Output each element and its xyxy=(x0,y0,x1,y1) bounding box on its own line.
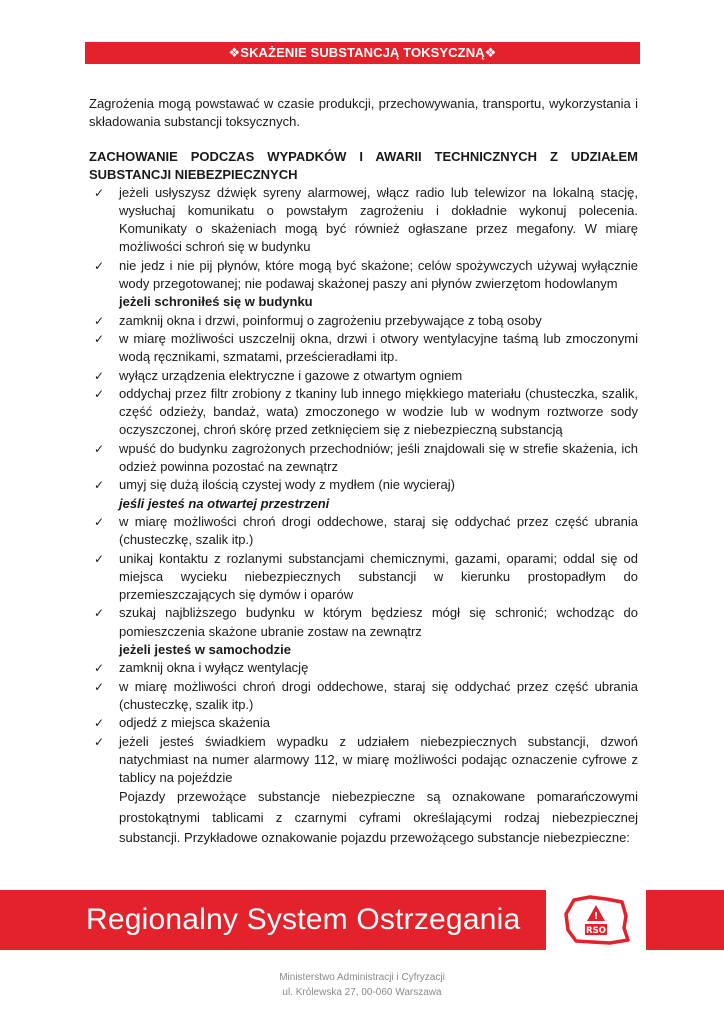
warning-mark: ! xyxy=(593,911,599,922)
list-item: ✓ jeżeli usłyszysz dźwięk syreny alarmowej, włącz radio lub telewizor na lokalną stację, wysłuchaj komunikatu o powstałym zagrożeniu i dokładnie wykonuj polecenia. Komunikaty o skażeniach mogą być również ogłaszane przez megafony. W miarę możliwości schroń się w budynku xyxy=(94,184,638,255)
check-icon: ✓ xyxy=(94,368,105,383)
subheading-in-car: jeżeli jesteś w samochodzie xyxy=(119,642,291,658)
check-icon: ✓ xyxy=(94,514,105,529)
list-item: ✓ odjedź z miejsca skażenia xyxy=(89,714,638,732)
section-heading: ZACHOWANIE PODCZAS WYPADKÓW I AWARII TECHNICZNYCH Z UDZIAŁEM SUBSTANCJI NIEBEZPIECZNYCH xyxy=(89,148,638,182)
address-line-ministry: Ministerstwo Administracji i Cyfryzacji xyxy=(279,972,445,983)
logo-label: RSO xyxy=(586,926,606,936)
rso-logo xyxy=(546,890,646,950)
publisher-address xyxy=(0,970,724,1000)
poland-map-icon xyxy=(560,894,632,946)
check-icon: ✓ xyxy=(94,551,105,566)
checklist-in-car xyxy=(89,659,638,787)
check-icon: ✓ xyxy=(94,478,105,493)
document-body xyxy=(89,95,638,849)
check-icon: ✓ xyxy=(94,716,105,731)
list-item: ✓ unikaj kontaktu z rozlanymi substancjami chemicznymi, gazami, oparami; oddal się od miejsca wycieku niebezpiecznych substancji w kierunku prostopadłym do przemieszczających się dymów i oparów xyxy=(94,550,638,603)
list-item: ✓ w miarę możliwości chroń drogi oddechowe, staraj się oddychać przez część ubrania (chusteczkę, szalik itp.) xyxy=(94,513,638,548)
check-icon: ✓ xyxy=(94,331,105,346)
list-item: ✓ w miarę możliwości chroń drogi oddechowe, staraj się oddychać przez część ubrania (chusteczkę, szalik itp.) xyxy=(94,678,638,712)
vehicle-marking-note: Pojazdy przewożące substancje niebezpieczne są oznakowane pomarańczowymi prostokątnymi tablicami z czarnymi cyframi określającymi rodzaj niebezpiecznej substancji. Przykładowe oznakowanie pojazdu przewożącego substancje niebezpieczne: xyxy=(119,789,638,846)
intro-paragraph: Zagrożenia mogą powstawać w czasie produkcji, przechowywania, transportu, wykorzystania i składowania substancji toksycznych. xyxy=(89,96,638,130)
address-line-street: ul. Królewska 27, 00-060 Warszawa xyxy=(282,987,442,998)
check-icon: ✓ xyxy=(94,661,105,676)
list-item: ✓ wpuść do budynku zagrożonych przechodniów; jeśli znajdowali się w strefie skażenia, ich odzież powinna pozostać na zewnątrz xyxy=(94,440,638,475)
list-item: ✓ umyj się dużą ilością czystej wody z mydłem (nie wycieraj) xyxy=(89,476,638,494)
list-item: ✓ szukaj najbliższego budynku w którym będziesz mógł się schronić; wchodząc do pomieszczenia skażone ubranie zostaw na zewnątrz xyxy=(94,605,638,639)
checklist-open-space xyxy=(89,513,638,641)
list-item: ✓ oddychaj przez filtr zrobiony z tkaniny lub innego miękkiego materiału (chusteczka, szalik, część odzieży, bandaż, wata) zmoczonego w wodzie lub w wodnym roztworze sody oczyszczonej, chroń skórę przed zetknięciem się z niebezpieczną substancją xyxy=(94,385,638,438)
list-item: ✓ w miarę możliwości uszczelnij okna, drzwi i otwory wentylacyjne taśmą lub zmoczonymi wodą ręcznikami, szmatami, prześcieradłami itp. xyxy=(94,330,638,365)
list-item: ✓ zamknij okna i drzwi, poinformuj o zagrożeniu przebywające z tobą osoby xyxy=(89,312,638,330)
check-icon: ✓ xyxy=(94,679,105,694)
footer-banner xyxy=(0,890,724,950)
list-item: ✓ wyłącz urządzenia elektryczne i gazowe z otwartym ogniem xyxy=(89,367,638,385)
check-icon: ✓ xyxy=(94,258,105,273)
check-icon: ✓ xyxy=(94,734,105,749)
check-icon: ✓ xyxy=(94,441,105,456)
list-item: ✓ nie jedz i nie pij płynów, które mogą być skażone; celów spożywczych używaj wyłącznie wody przegotowanej; nie podawaj skażonej paszy ani płynów zwierzętom hodowlanym xyxy=(94,257,638,292)
check-icon: ✓ xyxy=(94,313,105,328)
subheading-in-building: jeżeli schroniłeś się w budynku xyxy=(119,294,313,310)
list-item: ✓ jeżeli jesteś świadkiem wypadku z udziałem niebezpiecznych substancji, dzwoń natychmiast na numer alarmowy 112, w miarę możliwości podając oznaczenie cyfrowe z tablicy na pojeździe xyxy=(94,733,638,786)
check-icon: ✓ xyxy=(94,185,105,200)
footer-title: Regionalny System Ostrzegania xyxy=(86,903,521,936)
check-icon: ✓ xyxy=(94,606,105,621)
check-icon: ✓ xyxy=(94,386,105,401)
checklist-general xyxy=(89,184,638,294)
page-title: ❖SKAŻENIE SUBSTANCJĄ TOKSYCZNĄ❖ xyxy=(85,42,640,64)
list-item: ✓ zamknij okna i wyłącz wentylację xyxy=(89,659,638,677)
checklist-in-building xyxy=(89,312,638,495)
subheading-open-space: jeśli jesteś na otwartej przestrzeni xyxy=(119,495,330,511)
